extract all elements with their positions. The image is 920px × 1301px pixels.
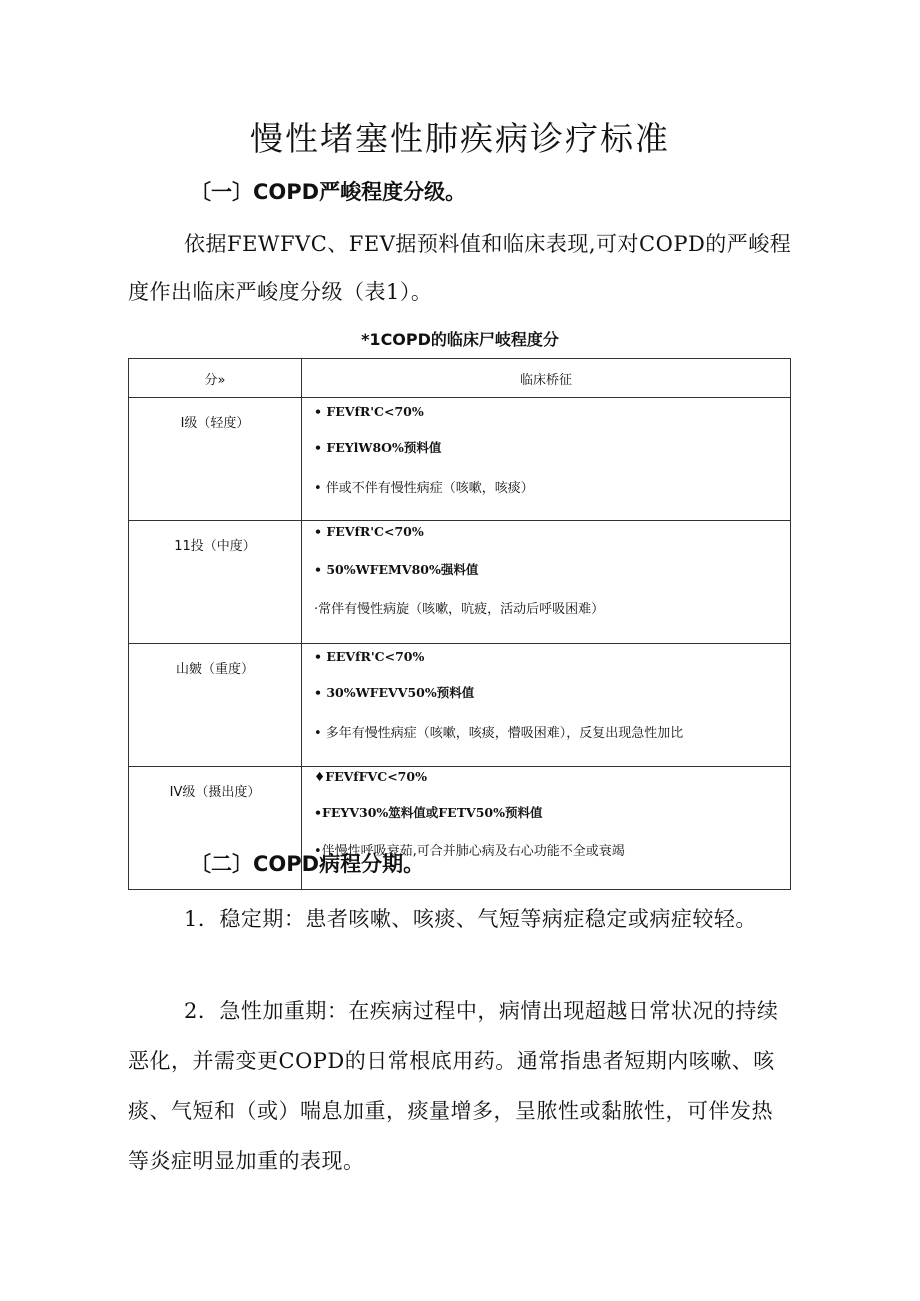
acute-stage-paragraph: 2．急性加重期：在疾病过程中，病情出现超越日常状况的持续恶化，并需变更COPD的日常根底用药。通常指患者短期内咳嗽、咳痰、气短和（或）喘息加重，痰量增多，呈脓性或黏脓性，可伴发热等炎症明显加重的表现。 bbox=[128, 999, 779, 1173]
table-header-row bbox=[129, 359, 791, 398]
feature-item: • 50%WFEMV80%强料值 bbox=[314, 562, 479, 577]
table-row bbox=[129, 398, 791, 521]
feature-item: •伴慢性呼吸衰茹,可合并肺心病及右心功能不全或衰竭 bbox=[314, 844, 625, 859]
feature-item: • FEVfR'C<70% bbox=[314, 524, 424, 539]
table-caption: *1COPD的临床尸岐程度分 bbox=[361, 330, 559, 349]
table-row bbox=[129, 521, 791, 644]
section-heading-severity: 〔一〕COPD严峻程度分级。 bbox=[190, 180, 467, 204]
feature-item: • FEYlW8O%预料值 bbox=[314, 440, 442, 455]
feature-item: • 多年有慢性病症（咳嗽，咳痰，懵吸困难），反复出现急性加比 bbox=[314, 726, 684, 741]
feature-item: • FEVfR'C<70% bbox=[314, 404, 424, 419]
header-grade: 分» bbox=[129, 359, 302, 398]
grade-cell: 11投（中度） bbox=[129, 521, 302, 644]
stable-stage-paragraph: 1．稳定期：患者咳嗽、咳痰、气短等病症稳定或病症较轻。 bbox=[184, 907, 757, 931]
features-cell bbox=[302, 398, 791, 521]
header-features: 临床桥征 bbox=[302, 359, 791, 398]
features-cell bbox=[302, 521, 791, 644]
feature-item: • 30%WFEVV50%预料值 bbox=[314, 685, 475, 700]
grade-cell: IV级（摄出度） bbox=[129, 767, 302, 890]
severity-table bbox=[128, 358, 791, 890]
feature-item: ♦FEVfFVC<70% bbox=[314, 769, 427, 784]
grade-cell: I级（轻度） bbox=[129, 398, 302, 521]
features-cell bbox=[302, 644, 791, 767]
feature-item: • 伴或不伴有慢性病症（咳嗽，咳痰） bbox=[314, 481, 534, 496]
table-row bbox=[129, 644, 791, 767]
feature-item: •FEYV30%筮料值或FETV50%预料值 bbox=[314, 805, 543, 820]
grade-cell: 山皴（重度） bbox=[129, 644, 302, 767]
section-heading-stages: 〔二〕COPD病程分期。 bbox=[190, 852, 425, 876]
document-title: 慢性堵塞性肺疾病诊疗标准 bbox=[250, 119, 670, 158]
feature-item: • EEVfR'C<70% bbox=[314, 649, 425, 664]
severity-paragraph: 依据FEWFVC、FEV据预料值和临床表现,可对COPD的严峻程度作出临床严峻度分级（表1）。 bbox=[128, 232, 792, 304]
feature-item: ·常伴有慢性病旋（咳嗽，吭疲，活动后呼吸困难） bbox=[314, 602, 605, 617]
